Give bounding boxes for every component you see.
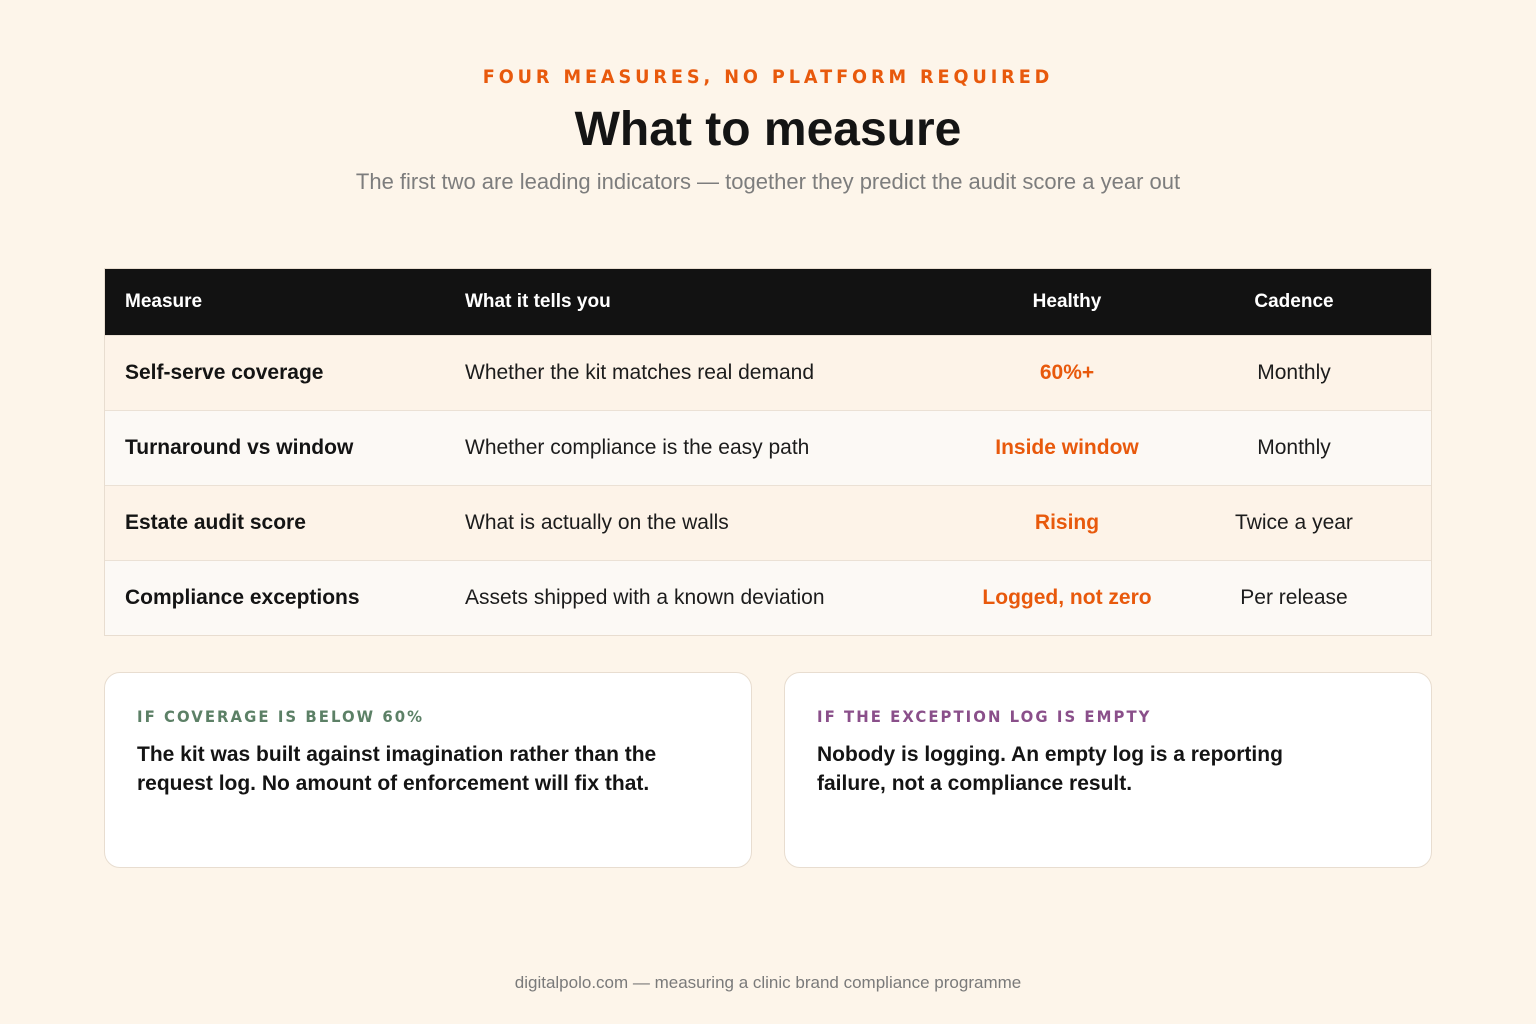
page-title: What to measure: [574, 103, 962, 156]
cell-measure: Estate audit score: [125, 511, 306, 534]
coverage-callout-card: [104, 672, 752, 868]
callout-label: IF THE EXCEPTION LOG IS EMPTY: [817, 707, 1152, 726]
cell-healthy: Rising: [1034, 511, 1100, 534]
cell-healthy: Logged, not zero: [982, 586, 1152, 609]
callout-text: The kit was built against imagination rather than the request log. No amount of enforcement will fix that.: [137, 743, 657, 795]
cell-tells: Whether the kit matches real demand: [465, 361, 815, 384]
exception-log-callout-card: [784, 672, 1432, 868]
eyebrow-label: FOUR MEASURES, NO PLATFORM REQUIRED: [482, 66, 1054, 88]
cell-tells: Whether compliance is the easy path: [465, 436, 810, 459]
cell-healthy: Inside window: [995, 436, 1139, 459]
page-subtitle: The first two are leading indicators — together they predict the audit score a year out: [355, 169, 1181, 194]
cell-tells: Assets shipped with a known deviation: [465, 586, 825, 609]
table-row: [105, 560, 1431, 635]
cell-cadence: Per release: [1240, 586, 1348, 609]
cell-measure: Self-serve coverage: [125, 361, 324, 384]
cell-measure: Compliance exceptions: [125, 586, 360, 609]
cell-cadence: Monthly: [1257, 436, 1331, 459]
table-row: [105, 410, 1431, 485]
callout-label: IF COVERAGE IS BELOW 60%: [137, 707, 425, 726]
column-header-tells: What it tells you: [465, 291, 611, 312]
table-row: [105, 335, 1431, 410]
column-header-cadence: Cadence: [1254, 291, 1334, 312]
cell-cadence: Twice a year: [1235, 511, 1353, 534]
footer-credit: digitalpolo.com — measuring a clinic brand compliance programme: [514, 973, 1022, 992]
column-header-measure: Measure: [125, 291, 203, 312]
cell-tells: What is actually on the walls: [465, 511, 729, 534]
cell-measure: Turnaround vs window: [125, 436, 354, 459]
measures-table: [104, 268, 1432, 636]
table-header-row: [105, 269, 1431, 335]
cell-cadence: Monthly: [1257, 361, 1331, 384]
column-header-healthy: Healthy: [1032, 291, 1102, 312]
callout-text: Nobody is logging. An empty log is a reporting failure, not a compliance result.: [817, 743, 1283, 795]
cell-healthy: 60%+: [1039, 361, 1095, 384]
table-row: [105, 485, 1431, 560]
